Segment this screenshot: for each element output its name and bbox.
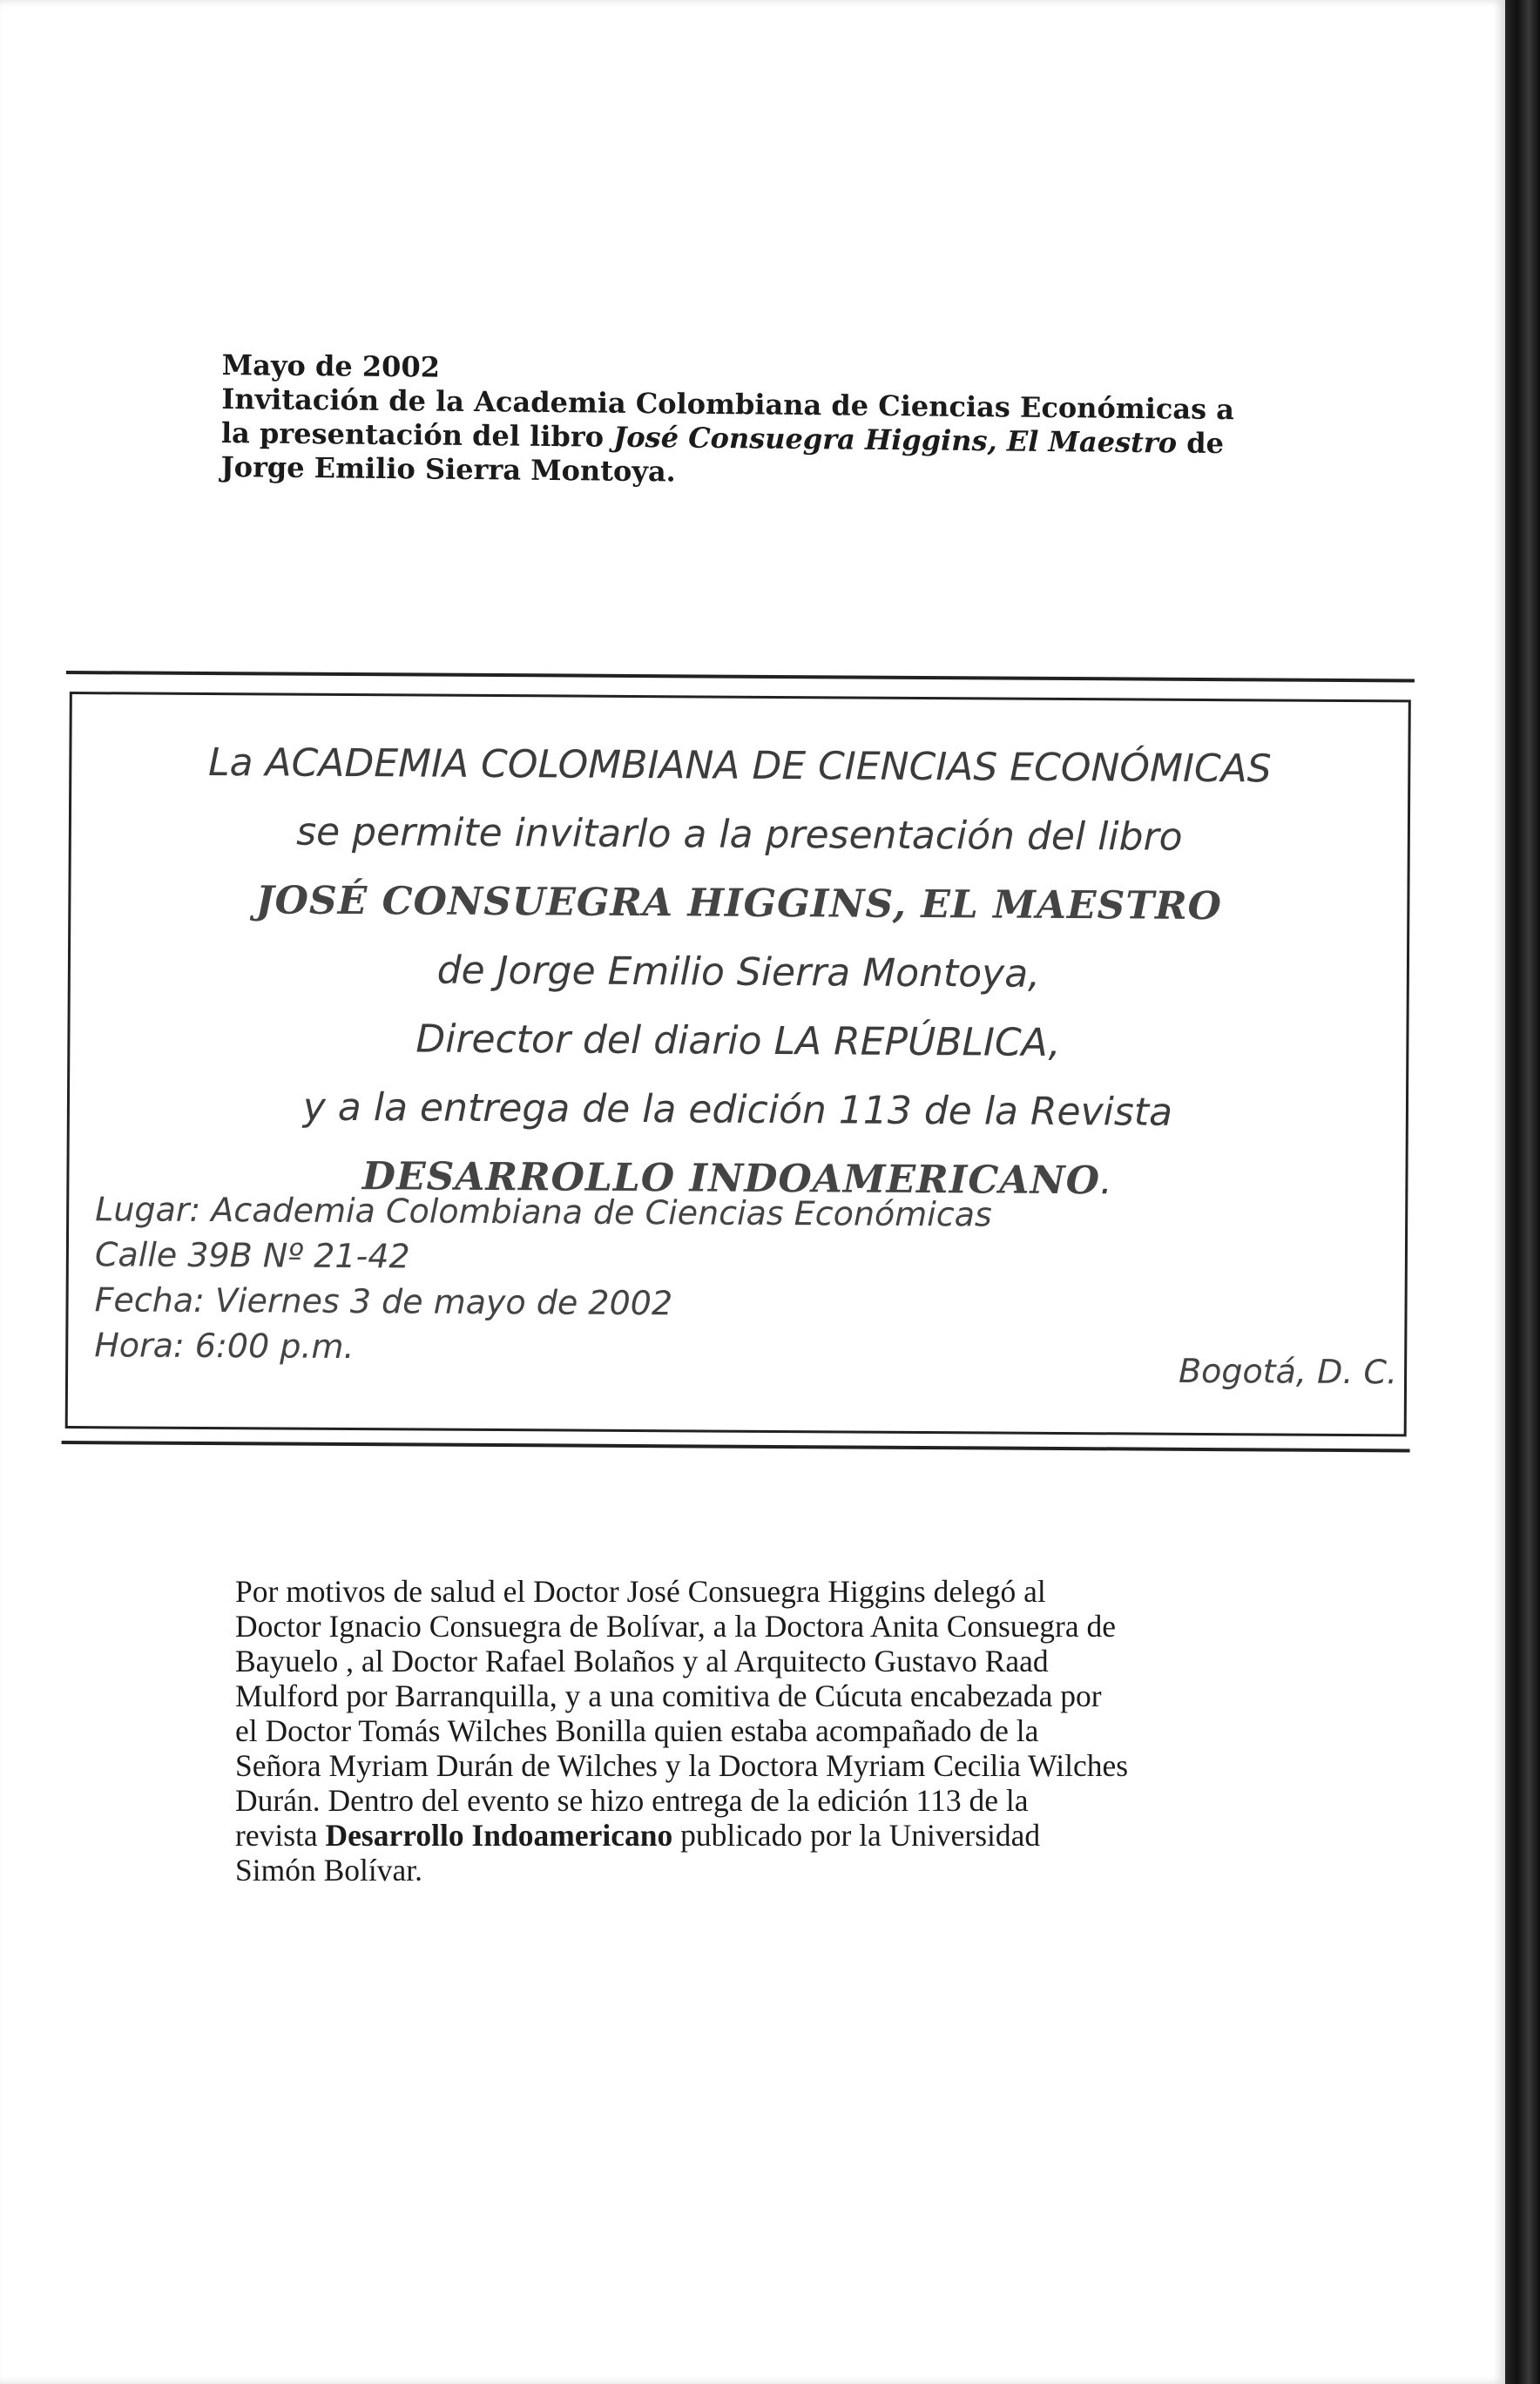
- body-line-7: Durán. Dentro del evento se hizo entrega de la edición 113 de la: [235, 1783, 1029, 1818]
- invitation-journal-end: .: [1099, 1158, 1113, 1204]
- invitation-author-role: Director del diario LA REPÚBLICA,: [415, 1016, 1061, 1065]
- body-line-9: Simón Bolívar.: [235, 1853, 422, 1888]
- invitation-line-2: se permite invitarlo a la presentación del libro: [296, 809, 1183, 860]
- body-line-8-post: publicado por la Universidad: [672, 1818, 1041, 1853]
- body-line-1: Por motivos de salud el Doctor José Consuegra Higgins delegó al: [235, 1574, 1046, 1609]
- journal-name: Desarrollo Indoamericano: [325, 1818, 673, 1853]
- body-line-8: [235, 1818, 1307, 1853]
- event-time: Hora: 6:00 p.m.: [94, 1326, 355, 1367]
- heading-line-2: Invitación de la Academia Colombiana de Ciencias Económicas a: [221, 382, 1235, 427]
- invitation-line-6: y a la entrega de la edición 113 de la Revista: [302, 1084, 1173, 1135]
- event-address: Calle 39B Nº 21-42: [94, 1235, 410, 1276]
- heading-line-4: Jorge Emilio Sierra Montoya.: [220, 450, 677, 489]
- heading-line-3-post: de: [1176, 426, 1225, 461]
- event-details: [94, 1186, 992, 1372]
- body-line-4: Mulford por Barranquilla, y a una comitiva de Cúcuta encabezada por: [235, 1678, 1102, 1713]
- invitation-card: [62, 671, 1415, 1452]
- event-date: Fecha: Viernes 3 de mayo de 2002: [94, 1280, 673, 1323]
- heading-book-title: José Consuegra Higgins, El Maestro: [612, 420, 1178, 460]
- heading-line-3-pre: la presentación del libro: [220, 416, 614, 454]
- invitation-line-1: La ACADEMIA COLOMBIANA DE CIENCIAS ECONÓMICAS: [207, 740, 1272, 792]
- invitation-journal-title: DESARROLLO INDOAMERICANO: [361, 1154, 1101, 1204]
- heading-date: Mayo de 2002: [221, 348, 441, 384]
- body-paragraph: [235, 1574, 1307, 1888]
- invitation-author: de Jorge Emilio Sierra Montoya,: [436, 948, 1041, 996]
- body-line-2: Doctor Ignacio Consuegra de Bolívar, a la Doctora Anita Consuegra de: [235, 1609, 1117, 1644]
- event-place: Lugar: Academia Colombiana de Ciencias Económicas: [95, 1190, 992, 1234]
- scan-edge: [1503, 0, 1540, 2384]
- invitation-text: [69, 727, 1408, 1217]
- body-line-5: el Doctor Tomás Wilches Bonilla quien estaba acompañado de la: [235, 1713, 1039, 1748]
- body-line-8-pre: revista: [235, 1818, 326, 1853]
- event-city: Bogotá, D. C.: [1178, 1351, 1398, 1392]
- invitation-book-title: JOSÉ CONSUEGRA HIGGINS, EL MAESTRO: [255, 878, 1223, 929]
- invitation-frame: [65, 692, 1411, 1436]
- document-heading: [220, 348, 1311, 496]
- body-line-6: Señora Myriam Durán de Wilches y la Doctora Myriam Cecilia Wilches: [235, 1748, 1129, 1783]
- body-line-3: Bayuelo , al Doctor Rafael Bolaños y al Arquitecto Gustavo Raad: [235, 1644, 1049, 1678]
